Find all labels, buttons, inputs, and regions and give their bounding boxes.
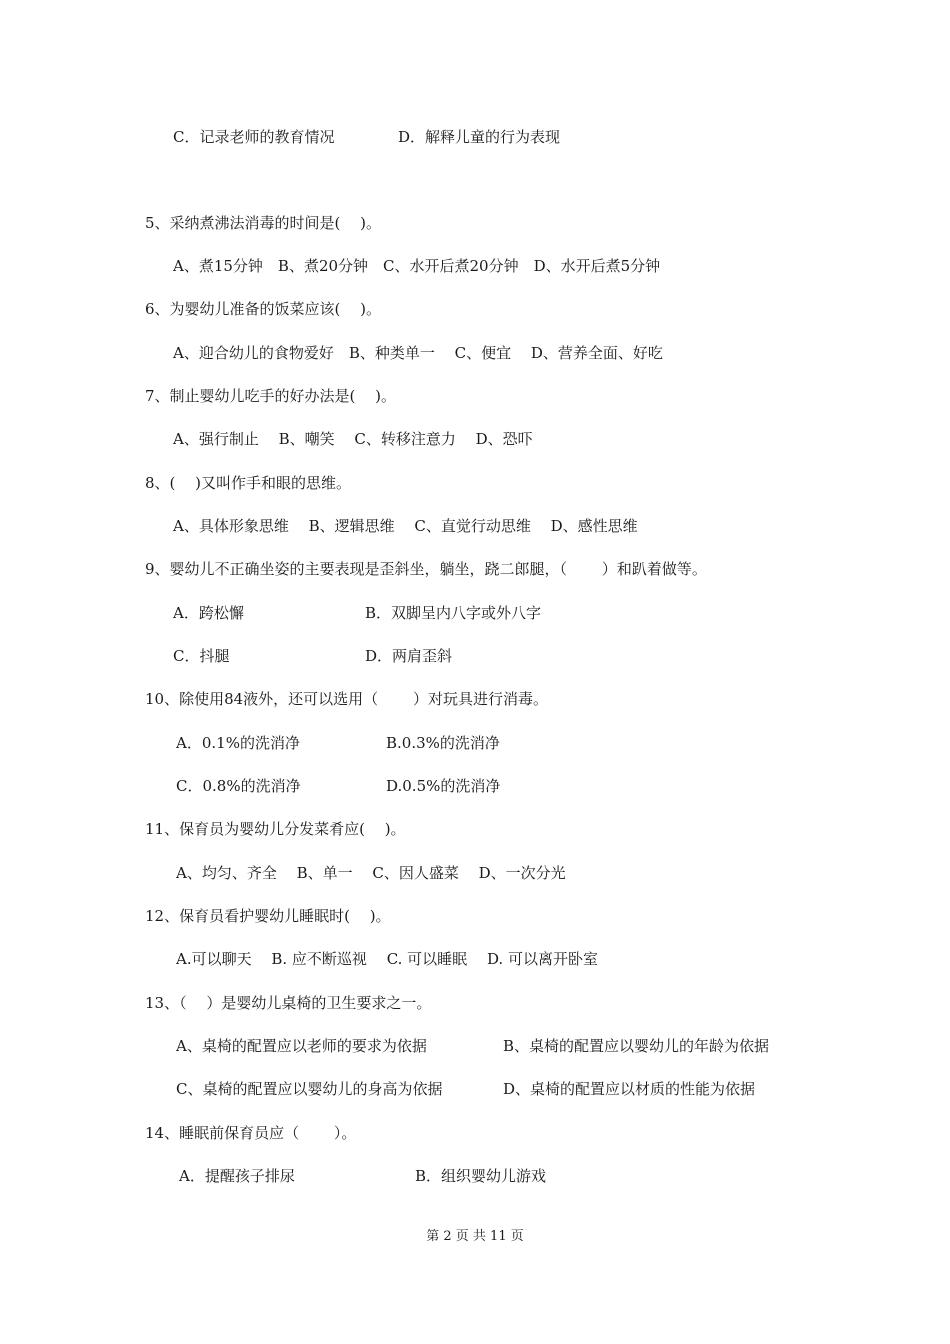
option-b: B．组织婴幼儿游戏 bbox=[415, 1167, 547, 1185]
question-stem: 10、除使用84液外，还可以选用（ ）对玩具进行消毒。 bbox=[145, 690, 548, 708]
question-stem: 9、婴幼儿不正确坐姿的主要表现是歪斜坐，躺坐，跷二郎腿，（ ）和趴着做等。 bbox=[145, 560, 707, 578]
option-a: A．提醒孩子排尿 bbox=[179, 1167, 295, 1185]
question-stem: 14、睡眠前保育员应（ ）。 bbox=[145, 1124, 357, 1142]
option-a: A．0.1%的洗消净 bbox=[176, 734, 300, 752]
question-stem: 7、制止婴幼儿吃手的好办法是( )。 bbox=[145, 387, 397, 405]
question-stem: 13、（ ）是婴幼儿桌椅的卫生要求之一。 bbox=[145, 994, 432, 1012]
options-line: A、迎合幼儿的食物爱好 B、种类单一 C、便宜 D、营养全面、好吃 bbox=[173, 344, 663, 362]
option-a: A、桌椅的配置应以老师的要求为依据 bbox=[176, 1037, 427, 1055]
page-footer: 第 2 页 共 11 页 bbox=[426, 1229, 524, 1244]
option-d: D、桌椅的配置应以材质的性能为依据 bbox=[503, 1080, 756, 1098]
option-c: C．记录老师的教育情况 bbox=[173, 128, 335, 146]
options-line: A、强行制止 B、嘲笑 C、转移注意力 D、恐吓 bbox=[173, 430, 533, 448]
question-stem: 6、为婴幼儿准备的饭菜应该( )。 bbox=[145, 300, 382, 318]
option-c: C．抖腿 bbox=[173, 647, 230, 665]
options-line: A、均匀、齐全 B、单一 C、因人盛菜 D、一次分光 bbox=[176, 864, 566, 882]
options-line: A、煮15分钟 B、煮20分钟 C、水开后煮20分钟 D、水开后煮5分钟 bbox=[173, 257, 661, 275]
options-line: A、具体形象思维 B、逻辑思维 C、直觉行动思维 D、感性思维 bbox=[173, 517, 638, 535]
option-d: D．解释儿童的行为表现 bbox=[398, 128, 561, 146]
option-b: B．双脚呈内八字或外八字 bbox=[365, 604, 542, 622]
option-a: A．跨松懈 bbox=[173, 604, 244, 622]
option-b: B、桌椅的配置应以婴幼儿的年龄为依据 bbox=[503, 1037, 770, 1055]
options-line: A.可以聊天 B. 应不断巡视 C. 可以睡眠 D. 可以离开卧室 bbox=[176, 950, 598, 968]
question-stem: 11、保育员为婴幼儿分发菜肴应( )。 bbox=[145, 820, 406, 838]
option-c: C、桌椅的配置应以婴幼儿的身高为依据 bbox=[176, 1080, 443, 1098]
question-stem: 8、( )又叫作手和眼的思维。 bbox=[145, 474, 352, 492]
question-stem: 5、采纳煮沸法消毒的时间是( )。 bbox=[145, 214, 382, 232]
option-c: C．0.8%的洗消净 bbox=[176, 777, 301, 795]
question-stem: 12、保育员看护婴幼儿睡眠时( )。 bbox=[145, 907, 391, 925]
option-d: D．两肩歪斜 bbox=[365, 647, 453, 665]
option-b: B.0.3%的洗消净 bbox=[386, 734, 500, 752]
option-d: D.0.5%的洗消净 bbox=[386, 777, 501, 795]
